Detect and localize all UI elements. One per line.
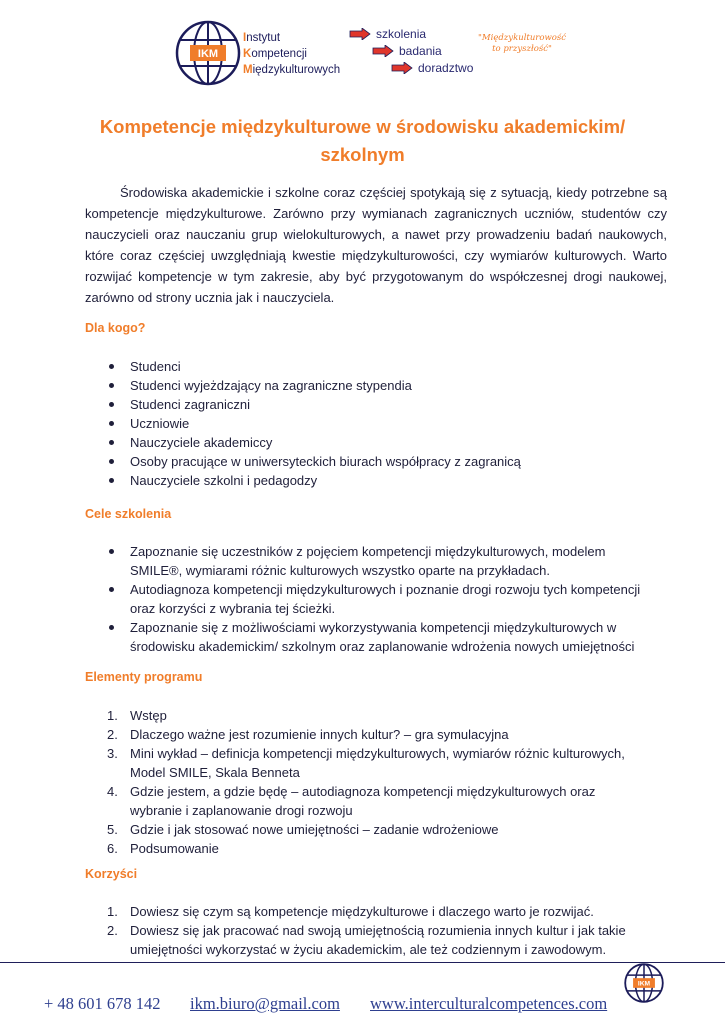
audience-heading: Dla kogo?: [85, 321, 146, 335]
footer-phone: + 48 601 678 142: [44, 994, 161, 1013]
bullet-icon: [109, 440, 114, 445]
goals-list: [85, 542, 685, 656]
logo-text: IKM: [197, 48, 219, 60]
institute-name: Instytut Kompetencji Międzykulturowych: [243, 32, 341, 76]
list-item: 6. Podsumowanie: [107, 841, 219, 856]
list-item: Studenci: [85, 357, 675, 376]
footer-website-link[interactable]: www.interculturalcompetences.com: [370, 994, 608, 1013]
list-item: Nauczyciele akademiccy: [85, 433, 675, 452]
list-item: Osoby pracujące w uniwersyteckich biurach współpracy z zagranicą: [85, 452, 675, 471]
arrow-right-icon: [349, 28, 371, 40]
logo-text: IKM: [637, 980, 651, 988]
list-item: 5. Gdzie i jak stosować nowe umiejętności – zadanie wdrożeniowe: [107, 822, 499, 837]
footer-divider: [0, 962, 725, 963]
list-item: 2. Dowiesz się jak pracować nad swoją umiejętnością rozumienia innych kultur i jak takie umiejętności wykorzystać w życiu akademickim, ale też codziennym i zawodowym.: [107, 923, 626, 957]
bullet-icon: [109, 364, 114, 369]
bullet-icon: [109, 402, 114, 407]
benefits-heading: Korzyści: [85, 867, 138, 881]
audience-list: [85, 357, 675, 490]
list-item: Studenci wyjeżdzający na zagraniczne stypendia: [85, 376, 675, 395]
bullet-icon: [109, 549, 114, 554]
list-item: Studenci zagraniczni: [85, 395, 675, 414]
service-consulting: doradztwo: [418, 61, 474, 75]
list-item: 1. Dowiesz się czym są kompetencje międzykulturowe i dlaczego warto je rozwijać.: [107, 904, 594, 919]
bullet-icon: [109, 625, 114, 630]
list-item: 4. Gdzie jestem, a gdzie będę – autodiagnoza kompetencji międzykulturowych oraz wybranie i zaplanowanie drogi rozwoju: [107, 784, 596, 818]
program-list: [85, 706, 685, 858]
list-item: 3. Mini wykład – definicja kompetencji międzykulturowych, wymiarów różnic kulturowych, Model SMILE, Skala Benneta: [107, 746, 625, 780]
list-item: 1. Wstęp: [107, 708, 167, 723]
list-item: Uczniowie: [85, 414, 675, 433]
ikm-globe-logo: [175, 20, 241, 86]
list-item: Autodiagnoza kompetencji międzykulturowych i poznanie drogi rozwoju tych kompetencji oraz korzyści z wybrania tej ścieżki.: [85, 580, 685, 618]
benefits-list: [85, 902, 685, 959]
goals-heading: Cele szkolenia: [85, 507, 172, 521]
footer-email-link[interactable]: ikm.biuro@gmail.com: [190, 994, 340, 1013]
list-item: Zapoznanie się uczestników z pojęciem kompetencji międzykulturowych, modelem SMILE®, wymiarami różnic kulturowych wszystko oparte na przykładach.: [85, 542, 685, 580]
bullet-icon: [109, 459, 114, 464]
arrow-right-icon: [391, 62, 413, 74]
arrow-right-icon: [372, 45, 394, 57]
list-item: Zapoznanie się z możliwościami wykorzystywania kompetencji międzykulturowych w środowisku akademickim/ szkolnym oraz zaplanowanie wdrożenia nowych umiejętności: [85, 618, 685, 656]
intro-paragraph: Środowiska akademickie i szkolne coraz częściej spotykają się z sytuacją, kiedy potrzebne są kompetencje międzykulturowe. Zarówno przy wymianach zagranicznych uczniów, studentów czy nauczycieli oraz nauczaniu grup wielokulturowych, a nawet przy prowadzeniu badań naukowych, które coraz częściej uwzględniają kwestie międzykulturowości, czy wymiarów kulturowych. Warto rozwijać kompetencje w tym zakresie, aby być przygotowanym do współczesnej drogi naukowej, zarówno od strony ucznia jak i nauczyciela.: [85, 185, 667, 305]
service-training: szkolenia: [376, 27, 427, 41]
program-heading: Elementy programu: [85, 670, 203, 684]
ikm-globe-logo: [624, 963, 664, 1003]
service-research: badania: [399, 44, 442, 58]
motto: "Międzykulturowość to przyszłość": [477, 33, 566, 54]
bullet-icon: [109, 478, 114, 483]
bullet-icon: [109, 587, 114, 592]
page-title: Kompetencje międzykulturowe w środowisku akademickim/ szkolnym: [99, 116, 626, 165]
bullet-icon: [109, 383, 114, 388]
bullet-icon: [109, 421, 114, 426]
list-item: 2. Dlaczego ważne jest rozumienie innych kultur? – gra symulacyjna: [107, 727, 509, 742]
list-item: Nauczyciele szkolni i pedagodzy: [85, 471, 675, 490]
